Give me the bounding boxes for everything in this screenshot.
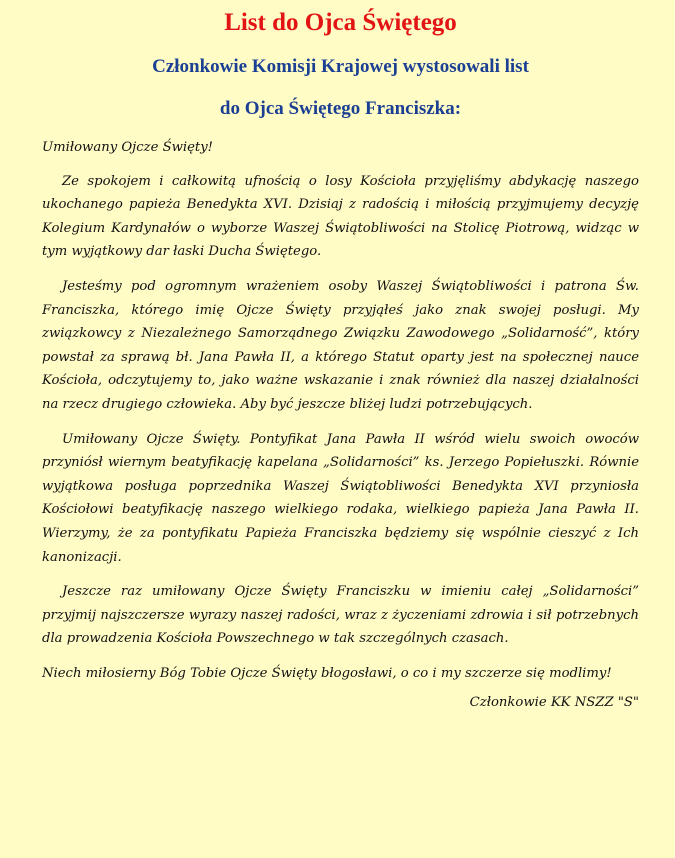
subtitle-line-1: Członkowie Komisji Krajowej wystosowali list (152, 56, 529, 77)
subtitle-line-2: do Ojca Świętego Franciszka: (219, 98, 462, 119)
paragraph-4: Jeszcze raz umiłowany Ojcze Święty Franciszku w imieniu całej „Solidarności” przyjmij najszczersze wyrazy naszej radości, wraz z życzeniami zdrowia i sił potrzebnych dla prowadzenia Kościoła Powszechnego w tak szczególnych czasach. (42, 584, 639, 647)
paragraph-1: Ze spokojem i całkowitą ufnością o losy Kościoła przyjęliśmy abdykację naszego ukochanego papieża Benedykta XVI. Dzisiaj z radością i miłością przyjmujemy decyzję Kolegium Kardynałów o wyborze Waszej Świątobliwości na Stolicę Piotrową, widząc w tym wyjątkowy dar łaski Ducha Świętego. (42, 173, 639, 260)
letter-title: List do Ojca Świętego (224, 9, 457, 36)
paragraph-3: Umiłowany Ojcze Święty. Pontyfikat Jana Pawła II wśród wielu swoich owoców przyniósł wiernym beatyfikację kapelana „Solidarności” ks. Jerzego Popiełuszki. Równie wyjątkowa posługa poprzednika Waszej Świątobliwości Benedykta XVI przyniosła Kościołowi beatyfikację naszego wielkiego rodaka, wielkiego papieża Jana Pawła II. Wierzymy, że za pontyfikatu Papieża Franciszka będziemy się wspólnie cieszyć z Ich kanonizacji. (42, 431, 639, 565)
signature: Członkowie KK NSZZ "S" (469, 695, 639, 711)
paragraph-2: Jesteśmy pod ogromnym wrażeniem osoby Waszej Świątobliwości i patrona Św. Franciszka, którego imię Ojcze Święty przyjąłeś jako znak swojej posługi. My związkowcy z Niezależnego Samorządnego Związku Zawodowego „Solidarność”, który powstał za sprawą bł. Jana Pawła II, a którego Statut oparty jest na społecznej nauce Kościoła, odczytujemy to, jako ważne wskazanie i znak również dla naszej działalności na rzecz drugiego człowieka. Aby być jeszcze bliżej ludzi potrzebujących. (42, 278, 639, 412)
closing-blessing: Niech miłosierny Bóg Tobie Ojcze Święty błogosławi, o co i my szczerze się modlimy! (42, 665, 612, 681)
salutation: Umiłowany Ojcze Święty! (42, 140, 213, 155)
